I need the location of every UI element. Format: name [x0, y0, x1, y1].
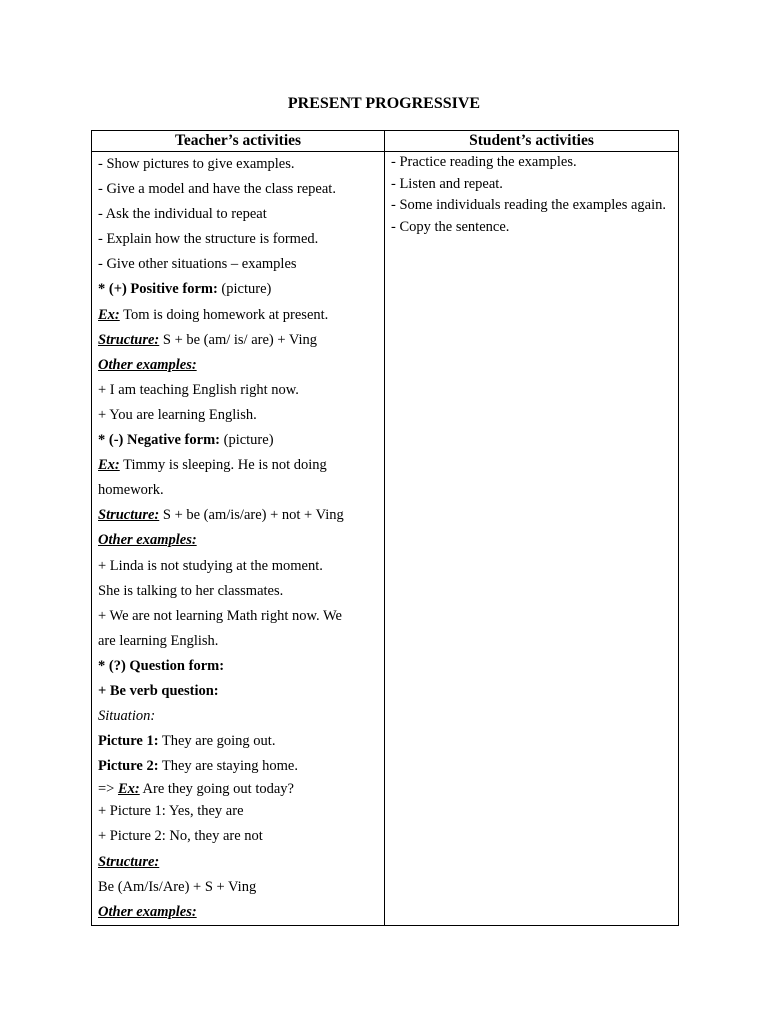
teacher-line: [98, 679, 378, 704]
teacher-line: [98, 704, 378, 729]
student-line: - Copy the sentence.: [391, 218, 510, 235]
teacher-line: [98, 503, 378, 528]
line-text: + You are learning English.: [98, 406, 257, 423]
activities-table: [91, 130, 679, 926]
line-text: They are going out.: [158, 733, 276, 750]
underlined-label: Other examples:: [98, 903, 197, 920]
teacher-line: [98, 403, 378, 428]
line-text: + Picture 2: No, they are not: [98, 828, 263, 845]
italic-label: Situation:: [98, 708, 156, 725]
teacher-line: [98, 779, 378, 799]
line-text: Be (Am/Is/Are) + S + Ving: [98, 878, 257, 895]
line-text: - Give other situations – examples: [98, 256, 297, 273]
student-activities-cell: [385, 152, 679, 926]
teacher-line: [98, 303, 378, 328]
teacher-line: [98, 654, 378, 679]
line-text: - Show pictures to give examples.: [98, 156, 295, 172]
bold-label: + Be verb question:: [98, 682, 219, 699]
teacher-line: [98, 177, 378, 202]
line-text: She is talking to her classmates.: [98, 582, 284, 599]
teacher-line: [98, 579, 378, 604]
teacher-line: [98, 478, 378, 503]
line-text: Tom is doing homework at present.: [119, 306, 329, 323]
line-text: - Explain how the structure is formed.: [98, 231, 319, 248]
line-text: - Give a model and have the class repeat.: [98, 181, 336, 198]
bold-label: Picture 2:: [98, 758, 159, 775]
line-text: are learning English.: [98, 632, 219, 649]
line-text: Timmy is sleeping. He is not doing: [119, 457, 327, 474]
line-text: + Picture 1: Yes, they are: [98, 803, 244, 820]
table-header-row: [92, 131, 679, 152]
teacher-line: [98, 353, 378, 378]
underlined-label: Structure:: [98, 853, 160, 870]
line-text: S + be (am/ is/ are) + Ving: [159, 331, 318, 348]
teacher-line: [98, 277, 378, 302]
underlined-label: Other examples:: [98, 532, 197, 549]
arrow-prefix: =>: [98, 781, 118, 798]
line-text: S + be (am/is/are) + not + Ving: [159, 507, 344, 524]
student-line: - Practice reading the examples.: [391, 154, 577, 170]
line-text: Are they going out today?: [139, 781, 294, 798]
table-row: [92, 152, 679, 926]
line-text: (picture): [219, 432, 274, 449]
teacher-line: [98, 754, 378, 779]
teacher-line: [98, 629, 378, 654]
bold-label: * (?) Question form:: [98, 657, 225, 674]
underlined-label: Ex:: [98, 306, 120, 323]
teacher-line: [98, 528, 378, 553]
teacher-line: [98, 252, 378, 277]
teacher-line: [98, 900, 378, 925]
teacher-line: [98, 152, 378, 177]
teacher-line: [98, 378, 378, 403]
teacher-line: [98, 227, 378, 252]
bold-label: * (+) Positive form:: [98, 281, 218, 298]
teacher-line: [98, 875, 378, 900]
page-title: PRESENT PROGRESSIVE: [287, 95, 481, 112]
line-text: + I am teaching English right now.: [98, 381, 299, 398]
teacher-line: [98, 328, 378, 353]
student-activities-header: Student’s activities: [385, 131, 679, 152]
bold-label: * (-) Negative form:: [98, 432, 220, 449]
line-text: + Linda is not studying at the moment.: [98, 557, 323, 574]
teacher-line: [98, 850, 378, 875]
line-text: (picture): [217, 281, 272, 298]
teacher-activities-cell: [92, 152, 385, 926]
teacher-line: [98, 824, 378, 849]
line-text: + We are not learning Math right now. We: [98, 607, 342, 624]
teacher-activities-header: Teacher’s activities: [92, 131, 385, 152]
underlined-label: Ex:: [98, 457, 120, 474]
teacher-line: [98, 428, 378, 453]
underlined-label: Ex:: [117, 781, 140, 798]
underlined-label: Structure:: [98, 507, 160, 524]
teacher-line: [98, 554, 378, 579]
teacher-line: [98, 799, 378, 824]
teacher-line: [98, 202, 378, 227]
student-line: - Some individuals reading the examples again.: [391, 197, 667, 213]
teacher-line: [98, 453, 378, 478]
teacher-line: [98, 604, 378, 629]
student-line: - Listen and repeat.: [391, 175, 503, 192]
underlined-label: Structure:: [98, 331, 160, 348]
bold-label: Picture 1:: [98, 733, 159, 750]
teacher-line: [98, 729, 378, 754]
line-text: They are staying home.: [158, 758, 298, 775]
line-text: homework.: [98, 482, 164, 499]
underlined-label: Other examples:: [98, 356, 197, 373]
line-text: - Ask the individual to repeat: [98, 206, 267, 223]
